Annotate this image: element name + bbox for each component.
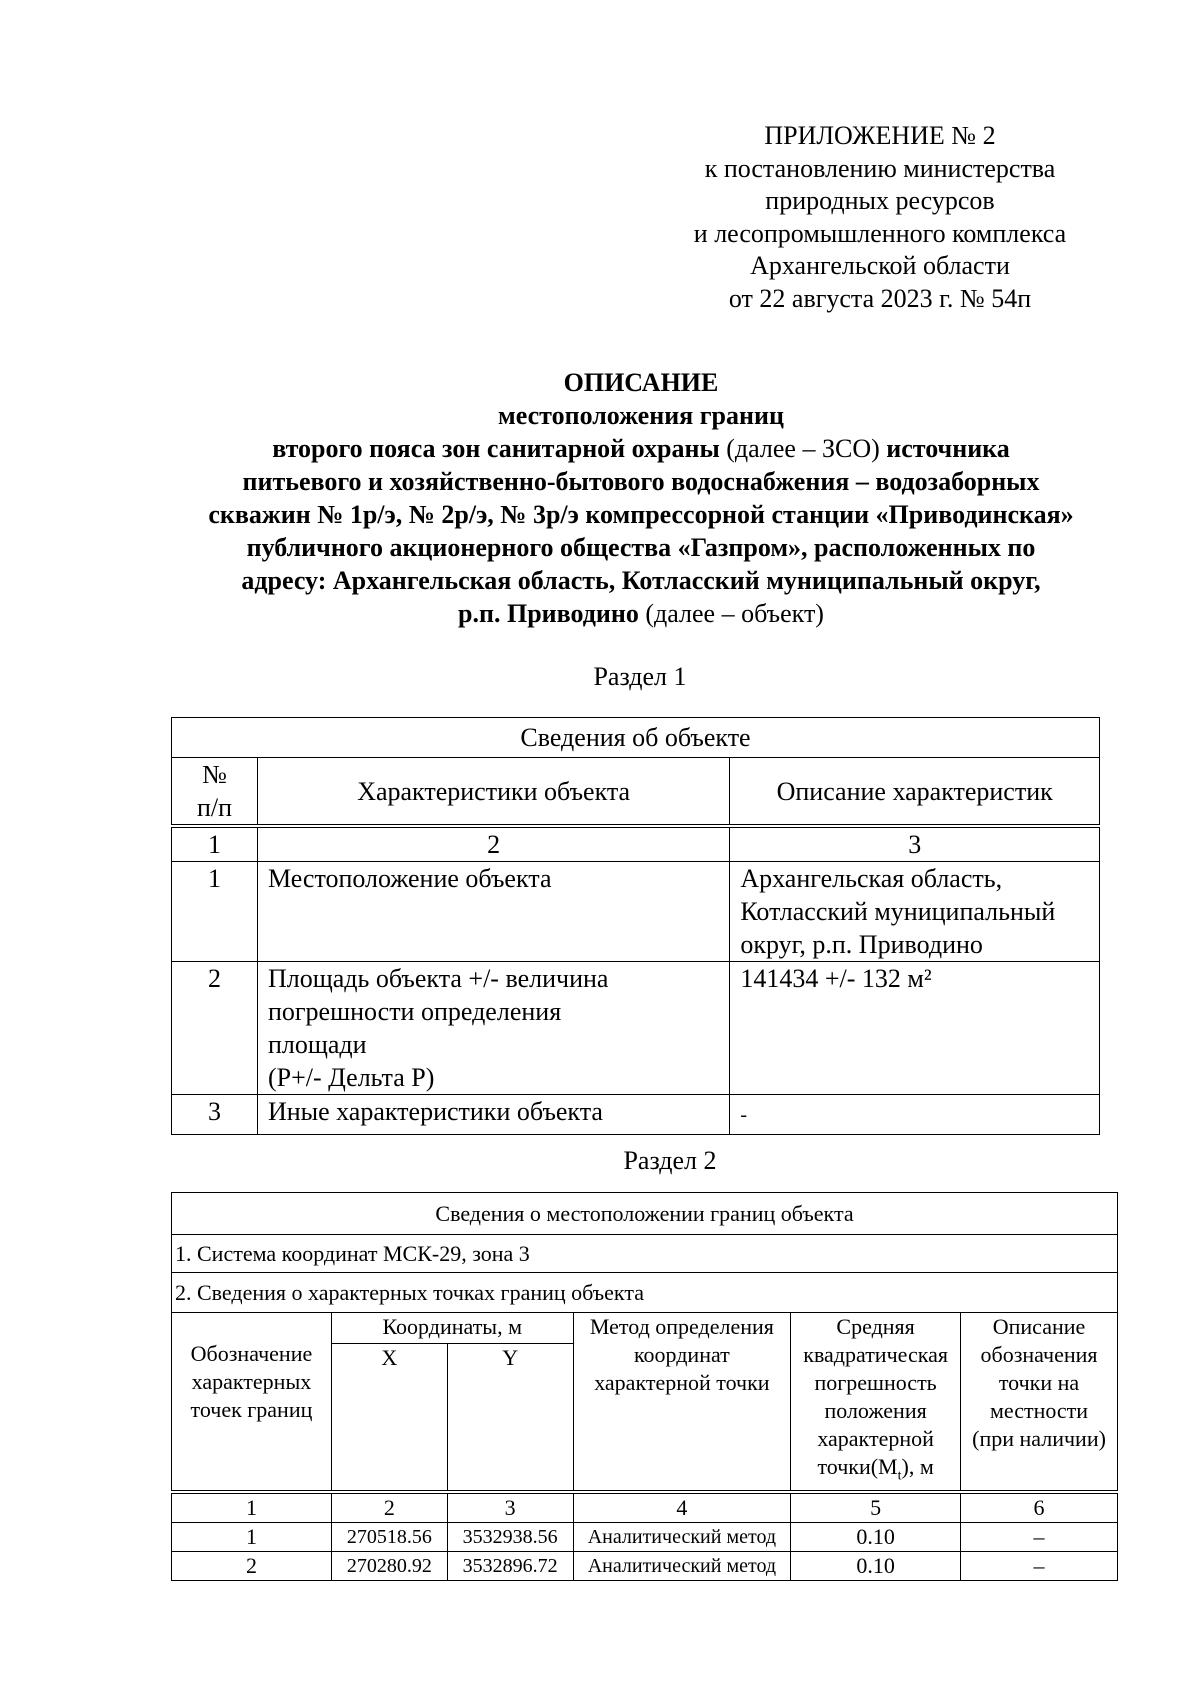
table-row [172,1552,1118,1581]
title-line: публичного акционерного общества «Газпром», расположенных по [246,533,1036,562]
column-header-description: Описание обозначения точки на местности (при наличии) [961,1313,1118,1493]
annex-line: и лесопромышленного комплекса [693,218,1067,248]
point-description: – [961,1523,1118,1552]
annex-block [660,120,1100,315]
coordinate-system: 1. Система координат МСК-29, зона 3 [172,1235,1118,1273]
column-number: 3 [730,826,1100,862]
error-header-subscript: t [897,1468,902,1484]
title-line: р.п. Приводино [458,599,639,628]
row-name-line: Площадь объекта +/- величина [267,964,609,993]
title-line: источника [886,434,1010,463]
coord-x: 270280.92 [331,1552,447,1581]
method: Аналитический метод [573,1523,791,1552]
row-description-line: Архангельская область, [740,864,1003,893]
document-title [150,366,1132,630]
table-caption: Сведения о местоположении границ объекта [172,1193,1118,1235]
title-line: адресу: Архангельская область, Котласский муниципальный округ, [241,566,1041,595]
row-name [257,1095,729,1135]
row-name-line: погрешности определения [267,997,562,1026]
row-description [730,862,1100,962]
row-name-line: Иные характеристики объекта [267,1097,603,1126]
error-value: 0.10 [791,1552,961,1581]
row-description-line: 141434 +/- 132 м² [740,964,932,993]
column-header-number: № п/п [172,758,258,827]
column-number: 4 [573,1492,791,1523]
row-number: 1 [172,862,258,962]
points-header: 2. Сведения о характерных точках границ объекта [172,1273,1118,1313]
row-name-line: Местоположение объекта [267,864,552,893]
coord-y: 3532896.72 [447,1552,573,1581]
annex-line: Архангельской области [750,251,1010,280]
column-number: 2 [257,826,729,862]
point-id: 1 [172,1523,332,1552]
column-header-y: Y [447,1343,573,1492]
column-header-point: Обозначение характерных точек границ [172,1313,332,1493]
object-info-table [171,717,1100,1135]
row-description-line: округ, р.п. Приводино [740,930,983,959]
error-value: 0.10 [791,1523,961,1552]
row-number: 3 [172,1095,258,1135]
column-header-characteristics: Характеристики объекта [257,758,729,827]
column-number: 1 [172,826,258,862]
row-name-line: (Р+/- Дельта Р) [267,1063,435,1092]
error-header-text: точки(M [817,1454,898,1479]
error-header-line: квадратическая [803,1342,948,1367]
table-row [172,862,1100,962]
annex-line: к постановлению министерства [704,153,1056,183]
coord-x: 270518.56 [331,1523,447,1552]
column-header-x: X [331,1343,447,1492]
method: Аналитический метод [573,1552,791,1581]
error-header-text: ), м [901,1454,934,1479]
section-2-label: Раздел 2 [623,1146,717,1175]
row-description [730,1095,1100,1135]
title-heading: ОПИСАНИЕ [563,368,719,397]
title-line-normal: (далее – ЗСО) [719,434,887,463]
column-header-description: Описание характеристик [730,758,1100,827]
table-caption: Сведения об объекте [172,718,1100,758]
column-header-method: Метод определения координат характерной точки [573,1313,791,1493]
error-header-line: Средняя [836,1314,915,1339]
section-1-label: Раздел 1 [593,662,687,691]
column-header-error [791,1313,961,1493]
error-header-line: положения [824,1398,927,1423]
point-id: 2 [172,1552,332,1581]
table-row [172,962,1100,1095]
title-line: питьевого и хозяйственно-бытового водоснабжения – водозаборных [242,467,1040,496]
column-number: 6 [961,1492,1118,1523]
column-number: 2 [331,1492,447,1523]
row-name-line: площади [267,1030,367,1059]
row-name [257,862,729,962]
error-header-line [791,1453,960,1490]
annex-date-line: от 22 августа 2023 г. № 54п [728,283,1032,313]
row-description [730,962,1100,1095]
row-description-line: Котласский муниципальный [740,897,1056,926]
column-number: 5 [791,1492,961,1523]
row-number: 2 [172,962,258,1095]
title-line: местоположения границ [498,401,784,430]
column-number: 3 [447,1492,573,1523]
error-header-line: погрешность [814,1370,937,1395]
title-line: скважин № 1р/э, № 2р/э, № 3р/э компрессорной станции «Приводинская» [208,500,1074,529]
annex-line: природных ресурсов [765,186,995,215]
row-description-line: - [740,1104,748,1126]
error-header-line: характерной [817,1426,934,1451]
table-row [172,1095,1100,1135]
table-row [172,1523,1118,1552]
column-header-coordinates: Координаты, м [331,1313,573,1344]
column-number: 1 [172,1492,332,1523]
row-name [257,962,729,1095]
title-line: второго пояса зон санитарной охраны [272,434,720,463]
annex-title: ПРИЛОЖЕНИЕ № 2 [764,121,996,150]
title-line-normal: (далее – объект) [638,599,824,628]
point-description: – [961,1552,1118,1581]
boundary-points-table [171,1192,1118,1581]
coord-y: 3532938.56 [447,1523,573,1552]
